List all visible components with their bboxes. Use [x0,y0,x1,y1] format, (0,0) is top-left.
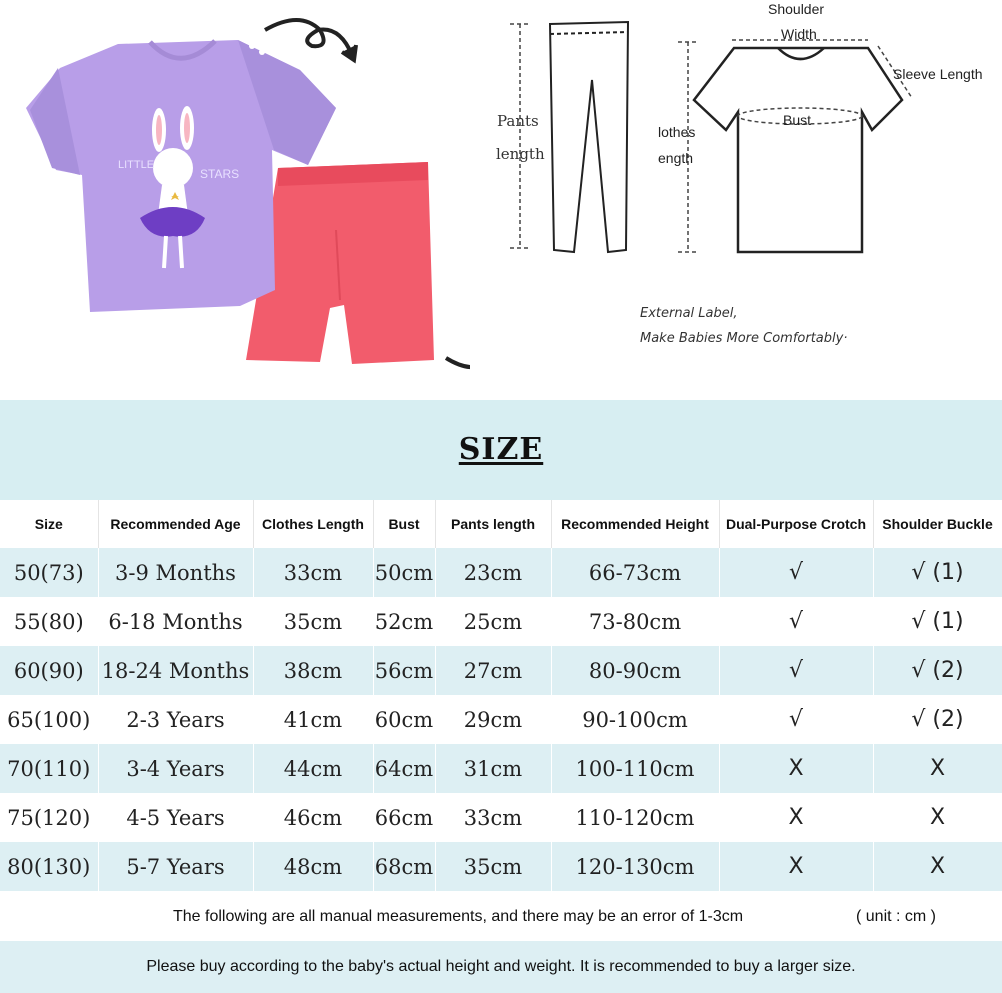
cell-age: 2-3 Years [98,695,253,744]
sleeve-length-label: Sleeve Length [893,66,983,82]
unit-note: ( unit : cm ) [856,908,937,925]
cell-buckle: √ (2) [873,646,1002,695]
cell-buckle: X [873,793,1002,842]
cell-pants-length: 29cm [435,695,551,744]
header-pants-length: Pants length [435,500,551,548]
cell-crotch: X [719,744,873,793]
cell-age: 5-7 Years [98,842,253,891]
cell-crotch: X [719,793,873,842]
cell-height: 90-100cm [551,695,719,744]
cell-size: 75(120) [0,793,98,842]
cell-buckle: √ (1) [873,548,1002,597]
cell-height: 100-110cm [551,744,719,793]
cell-crotch: √ [719,597,873,646]
pants-length-label-1: Pants [497,112,539,130]
table-row [0,695,1002,744]
cell-clothes-length: 46cm [253,793,373,842]
cell-age: 3-9 Months [98,548,253,597]
cell-clothes-length: 41cm [253,695,373,744]
size-table [0,500,1002,891]
shirt-print-right: STARS [200,167,240,181]
pants-length-guide [510,24,530,248]
cell-crotch: √ [719,548,873,597]
cell-clothes-length: 44cm [253,744,373,793]
cell-clothes-length: 48cm [253,842,373,891]
pants-length-label-2: length [496,145,545,163]
size-title: SIZE [458,432,544,467]
header-bust: Bust [373,500,435,548]
header-clothes-length: Clothes Length [253,500,373,548]
cell-pants-length: 31cm [435,744,551,793]
header-recommended-height: Recommended Height [551,500,719,548]
cell-clothes-length: 35cm [253,597,373,646]
bust-label: Bust [783,112,812,128]
cell-pants-length: 25cm [435,597,551,646]
cell-buckle: X [873,842,1002,891]
cell-size: 70(110) [0,744,98,793]
cell-buckle: √ (2) [873,695,1002,744]
cell-pants-length: 27cm [435,646,551,695]
cell-size: 50(73) [0,548,98,597]
cell-bust: 64cm [373,744,435,793]
cell-age: 18-24 Months [98,646,253,695]
cell-age: 4-5 Years [98,793,253,842]
cell-size: 80(130) [0,842,98,891]
cell-height: 73-80cm [551,597,719,646]
header-size: Size [0,500,98,548]
header-recommended-age: Recommended Age [98,500,253,548]
clothes-length-label-1: lothes [658,124,696,140]
cell-bust: 52cm [373,597,435,646]
cell-pants-length: 23cm [435,548,551,597]
cell-size: 60(90) [0,646,98,695]
cell-bust: 56cm [373,646,435,695]
cell-buckle: √ (1) [873,597,1002,646]
curved-arrow-icon-2 [446,324,470,367]
cell-height: 110-120cm [551,793,719,842]
cell-height: 120-130cm [551,842,719,891]
table-row [0,646,1002,695]
table-row [0,842,1002,891]
cell-bust: 66cm [373,793,435,842]
shirt-print-left: LITTLE [118,159,155,171]
external-label-line1: External Label, [640,306,738,321]
cell-height: 80-90cm [551,646,719,695]
pants-diagram-icon [550,22,628,252]
shoulder-label: Shoulder [768,1,825,17]
cell-age: 3-4 Years [98,744,253,793]
measurement-note [0,893,1002,941]
advice-note: Please buy according to the baby's actual height and weight. It is recommended to buy a larger size. [0,941,1002,993]
cell-buckle: X [873,744,1002,793]
external-label-line2: Make Babies More Comfortably· [640,331,848,346]
product-photo [0,0,470,400]
cell-bust: 60cm [373,695,435,744]
cell-clothes-length: 38cm [253,646,373,695]
cell-crotch: √ [719,695,873,744]
cell-height: 66-73cm [551,548,719,597]
cell-age: 6-18 Months [98,597,253,646]
cell-size: 65(100) [0,695,98,744]
cell-crotch: X [719,842,873,891]
product-illustration-area [0,0,1002,400]
measurement-note-text: The following are all manual measurements, and there may be an error of 1-3cm [173,908,744,925]
header-dual-purpose-crotch: Dual-Purpose Crotch [719,500,873,548]
header-shoulder-buckle: Shoulder Buckle [873,500,1002,548]
cell-size: 55(80) [0,597,98,646]
table-row [0,597,1002,646]
cell-bust: 50cm [373,548,435,597]
cell-pants-length: 35cm [435,842,551,891]
clothes-length-label-2: ength [658,150,694,166]
cell-pants-length: 33cm [435,793,551,842]
table-row [0,548,1002,597]
table-row [0,793,1002,842]
width-label: Width [781,26,817,42]
curved-arrow-icon [265,20,356,60]
cell-clothes-length: 33cm [253,548,373,597]
table-header-row [0,500,1002,548]
table-row [0,744,1002,793]
cell-crotch: √ [719,646,873,695]
cell-bust: 68cm [373,842,435,891]
tshirt-diagram-icon [694,48,902,252]
